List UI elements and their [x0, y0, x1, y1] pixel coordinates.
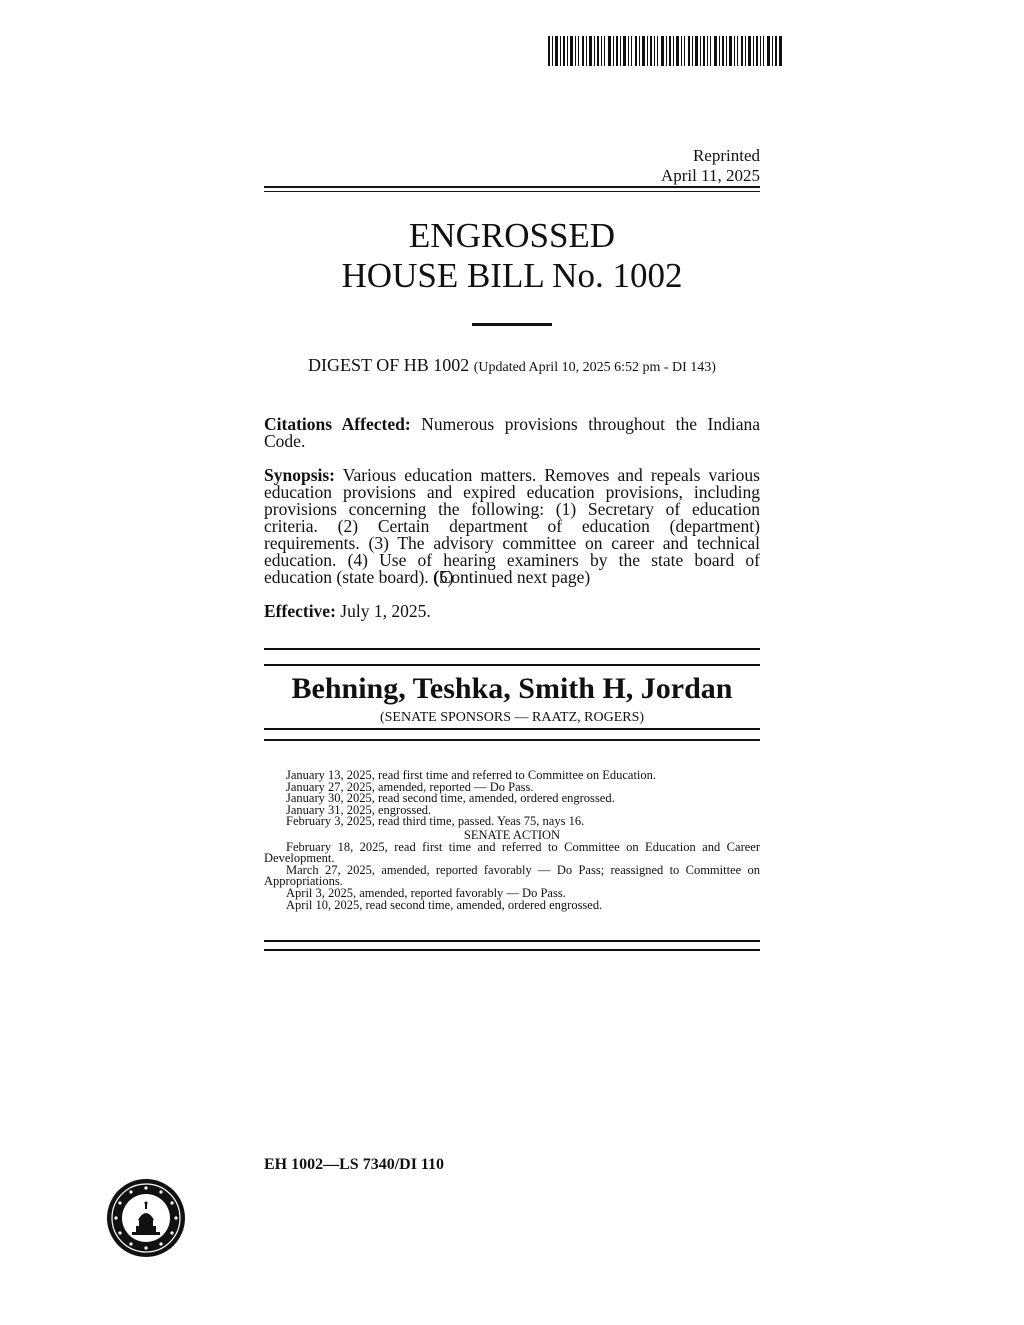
house-action: January 13, 2025, read first time and referred to Committee on Education.: [286, 768, 657, 782]
reprint-label: Reprinted: [692, 146, 760, 165]
divider: [264, 191, 760, 192]
continued-note: (Continued next page): [433, 567, 591, 587]
senate-action: April 10, 2025, read second time, amended, ordered engrossed.: [286, 897, 603, 912]
digest-updated: (Updated April 10, 2025 6:52 pm - DI 143): [473, 360, 716, 375]
divider: [264, 728, 760, 730]
house-action: January 27, 2025, amended, reported — Do Pass.: [286, 779, 534, 794]
reprint-date: April 11, 2025: [660, 166, 760, 185]
senate-action: April 3, 2025, amended, reported favorably — Do Pass.: [286, 885, 566, 900]
digest-title: DIGEST OF HB 1002: [308, 355, 470, 375]
effective-label: Effective:: [264, 601, 336, 621]
divider: [472, 323, 552, 326]
bill-title-line2: HOUSE BILL No. 1002: [341, 256, 683, 295]
senate-action: March 27, 2025, amended, reported favorably — Do Pass; reassigned to Committee on Appropriations.: [264, 862, 760, 889]
house-action: January 31, 2025, engrossed.: [286, 802, 432, 817]
legislative-actions: [264, 770, 760, 911]
divider: [264, 648, 760, 650]
digest-heading: [264, 355, 760, 376]
bill-title-line1: ENGROSSED: [408, 216, 616, 255]
bill-authors: Behning, Teshka, Smith H, Jordan: [291, 672, 733, 705]
divider: [264, 664, 760, 666]
divider: [264, 186, 760, 188]
divider: [264, 739, 760, 741]
divider: [264, 949, 760, 951]
citations-text: Numerous provisions throughout the Indiana Code.: [264, 414, 761, 451]
senate-action-heading: SENATE ACTION: [463, 827, 561, 842]
synopsis-text: Various education matters. Removes and repeals various education provisions and expired education provisions, including provisions concerning the following: (1) Secretary of education criteria. (2) Certain department of education (department) requirements. (3) The advisory committee on career and technical education. (4) Use of hearing examiners by the state board of education (state board). (5): [264, 465, 760, 587]
bill-code: EH 1002—LS 7340/DI 110: [264, 1156, 445, 1173]
effective-text: July 1, 2025.: [340, 601, 431, 621]
state-seal-icon: [106, 1178, 186, 1258]
senate-sponsors: (SENATE SPONSORS — RAATZ, ROGERS): [379, 710, 645, 725]
house-action: February 3, 2025, read third time, passed. Yeas 75, nays 16.: [286, 814, 585, 829]
senate-action: February 18, 2025, read first time and referred to Committee on Education and Career Development.: [264, 839, 760, 866]
house-action: January 30, 2025, read second time, amended, ordered engrossed.: [286, 791, 615, 806]
divider: [264, 940, 760, 942]
synopsis-label: Synopsis:: [264, 465, 336, 485]
citations-label: Citations Affected:: [264, 414, 411, 434]
barcode: [548, 36, 782, 66]
citations-affected: [264, 416, 760, 450]
effective-date: [264, 603, 760, 620]
